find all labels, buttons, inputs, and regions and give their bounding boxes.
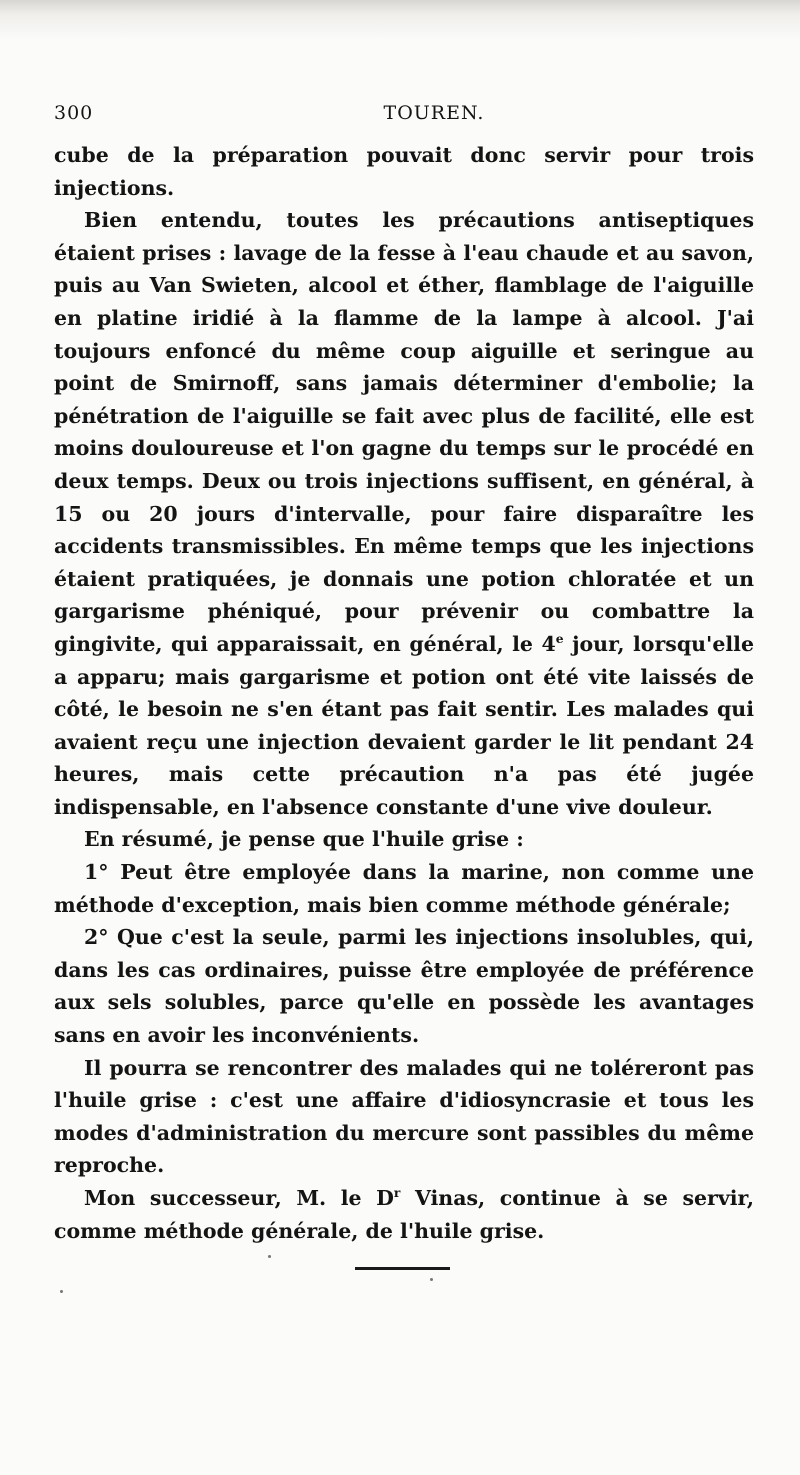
page-number: 300 (54, 102, 94, 124)
paragraph-idiosyncrasy: Il pourra se rencontrer des malades qui ne toléreront pas l'huile grise : c'est une affaire d'idiosyncrasie et tous les modes d'administration du mercure sont passibles du même reproche. (54, 1055, 754, 1178)
precautions-text-end: jour, lorsqu'elle a apparu; mais gargarisme et potion ont été vite laissés de côté, le besoin ne s'en étant pas fait sentir. Les malades qui avaient reçu une injection devaient garder le lit pendant 24 heures, mais cette précaution n'a pas été jugée indispensable, en l'absence constante d'une vive douleur. (54, 631, 754, 819)
successor-text-end: Vinas, continue à se servir, comme méthode générale, de l'huile grise. (54, 1186, 754, 1243)
paragraph-successor (54, 1182, 754, 1247)
end-rule (355, 1267, 450, 1270)
print-speck (60, 1290, 63, 1293)
paragraph-precautions (54, 204, 754, 823)
running-head: TOUREN. (383, 102, 485, 124)
paragraph-continuation: cube de la préparation pouvait donc servir pour trois injections. (54, 143, 754, 200)
paragraph-summary-intro: En résumé, je pense que l'huile grise : (84, 827, 524, 852)
print-speck (268, 1255, 271, 1258)
summary-point-1: 1° Peut être employée dans la marine, non comme une méthode d'exception, mais bien comme méthode générale; (54, 860, 754, 917)
day-number: 4 (541, 631, 556, 656)
page-header (54, 102, 754, 132)
print-speck (430, 1278, 433, 1281)
day-superscript: e (555, 631, 564, 647)
precautions-text: Bien entendu, toutes les précautions antiseptiques étaient prises : lavage de la fesse à l'eau chaude et au savon, puis au Van Swieten, alcool et éther, flamblage de l'aiguille en platine iridié à la flamme de la lampe à alcool. J'ai toujours enfoncé du même coup aiguille et seringue au point de Smirnoff, sans jamais déterminer d'embolie; la pénétration de l'aiguille se fait avec plus de facilité, elle est moins douloureuse et l'on gagne du temps sur le procédé en deux temps. Deux ou trois injections suffisent, en général, à 15 ou 20 jours d'intervalle, pour faire disparaître les accidents transmissibles. En même temps que les injections étaient pratiquées, je donnais une potion chloratée et un gargarisme phéniqué, pour prévenir ou combattre la gingivite, qui apparaissait, en général, le (54, 208, 754, 656)
summary-point-2: 2° Que c'est la seule, parmi les injections insolubles, qui, dans les cas ordinaires, puisse être employée de préférence aux sels solubles, parce qu'elle en possède les avantages sans en avoir les inconvénients. (54, 925, 754, 1048)
body-text (54, 139, 754, 1247)
doctor-superscript: r (393, 1185, 401, 1201)
successor-text-start: Mon successeur, M. le D (84, 1186, 394, 1210)
